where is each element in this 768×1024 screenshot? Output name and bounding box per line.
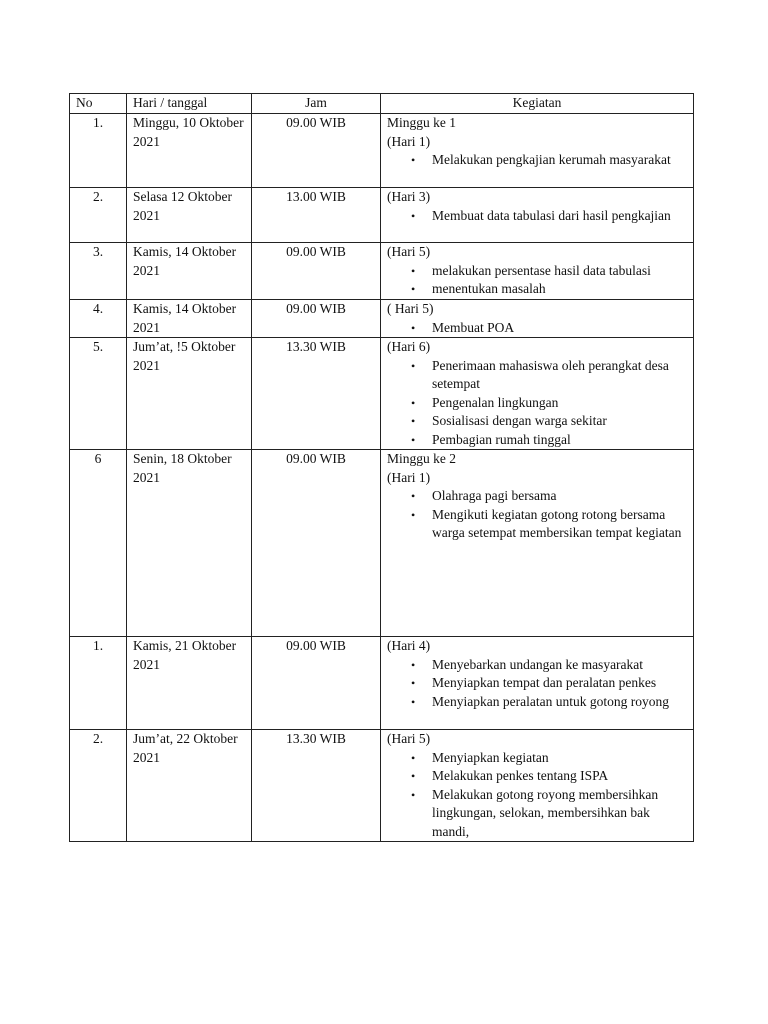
activity-list [387, 262, 687, 299]
activity-item-text: Melakukan pengkajian kerumah masyarakat [432, 152, 671, 167]
row-time: 09.00 WIB [252, 637, 381, 730]
table-row [70, 243, 694, 300]
header-no: No [70, 94, 127, 114]
activity-item [387, 319, 687, 338]
schedule-table [69, 93, 694, 842]
activity-list [387, 656, 687, 712]
row-day-date: Kamis, 14 Oktober 2021 [127, 243, 252, 300]
activity-heading: (Hari 5) [387, 731, 431, 746]
activity-item-text: Pembagian rumah tinggal [432, 431, 571, 447]
row-number: 6 [70, 450, 127, 637]
row-time: 13.30 WIB [252, 730, 381, 842]
row-day-date: Selasa 12 Oktober 2021 [127, 188, 252, 243]
activity-item [387, 280, 687, 299]
bullet-icon: • [411, 750, 416, 765]
activity-heading: (Hari 1) [387, 133, 431, 149]
activity-item [387, 431, 687, 450]
bullet-icon: • [411, 657, 416, 672]
activity-item [387, 693, 687, 712]
table-row [70, 730, 694, 842]
header-time: Jam [252, 94, 381, 114]
schedule-body [70, 114, 694, 842]
activity-item [387, 767, 687, 786]
bullet-icon: • [411, 489, 416, 503]
row-activity [381, 338, 694, 450]
bullet-icon: • [411, 507, 416, 522]
activity-item-text: Menyiapkan peralatan untuk gotong royong [432, 693, 669, 709]
bullet-icon: • [411, 320, 416, 335]
activity-item [387, 357, 687, 394]
row-day-date: Jum’at, !5 Oktober 2021 [127, 338, 252, 450]
row-number: 1. [70, 114, 127, 188]
activity-heading: (Hari 5) [387, 244, 431, 259]
activity-item-text: menentukan masalah [432, 281, 546, 296]
row-number: 4. [70, 300, 127, 338]
activity-item [387, 656, 687, 675]
activity-heading: (Hari 6) [387, 339, 431, 354]
activity-item [387, 749, 687, 768]
activity-item-text: Melakukan penkes tentang ISPA [432, 768, 609, 783]
bullet-icon: • [411, 263, 416, 278]
bullet-icon: • [411, 208, 416, 223]
activity-item-text: Penerimaan mahasiswa oleh perangkat desa setempat [432, 357, 669, 391]
activity-list [387, 487, 687, 543]
row-activity [381, 450, 694, 637]
table-row [70, 188, 694, 243]
row-time: 13.30 WIB [252, 338, 381, 450]
row-day-date: Senin, 18 Oktober 2021 [127, 450, 252, 637]
activity-list [387, 151, 687, 170]
activity-item-text: Menyiapkan tempat dan peralatan penkes [432, 675, 657, 690]
bullet-icon: • [411, 282, 416, 296]
header-day-date: Hari / tanggal [127, 94, 252, 114]
row-number: 1. [70, 637, 127, 730]
table-row [70, 114, 694, 188]
row-number: 2. [70, 188, 127, 243]
row-activity [381, 300, 694, 338]
activity-list [387, 357, 687, 450]
activity-item [387, 394, 687, 413]
activity-heading: (Hari 3) [387, 189, 431, 204]
activity-item-text: Mengikuti kegiatan gotong rotong bersama warga setempat membersikan tempat kegiatan [432, 506, 682, 540]
bullet-icon: • [411, 432, 416, 447]
row-number: 3. [70, 243, 127, 300]
table-row [70, 300, 694, 338]
row-time: 09.00 WIB [252, 243, 381, 300]
row-activity [381, 637, 694, 730]
activity-heading: Minggu ke 2 [387, 451, 456, 466]
bullet-icon: • [411, 153, 416, 167]
row-time: 09.00 WIB [252, 300, 381, 338]
row-day-date: Kamis, 14 Oktober 2021 [127, 300, 252, 338]
activity-item-text: Olahraga pagi bersama [432, 488, 557, 503]
row-activity [381, 730, 694, 842]
activity-list [387, 207, 687, 226]
activity-item [387, 151, 687, 170]
activity-item [387, 786, 687, 842]
table-row [70, 338, 694, 450]
bullet-icon: • [411, 787, 416, 802]
row-activity [381, 243, 694, 300]
activity-item-text: Melakukan gotong royong membersihkan lingkungan, selokan, membersihkan bak mandi, [432, 786, 659, 839]
activity-item-text: Sosialisasi dengan warga sekitar [432, 413, 607, 428]
table-row [70, 450, 694, 637]
row-day-date: Minggu, 10 Oktober 2021 [127, 114, 252, 188]
row-time: 09.00 WIB [252, 114, 381, 188]
activity-item [387, 506, 687, 543]
activity-heading: ( Hari 5) [387, 301, 434, 316]
activity-item-text: Menyiapkan kegiatan [432, 749, 549, 765]
row-day-date: Jum’at, 22 Oktober 2021 [127, 730, 252, 842]
bullet-icon: • [411, 676, 416, 690]
activity-list [387, 749, 687, 842]
activity-item [387, 207, 687, 226]
activity-item [387, 487, 687, 506]
activity-list [387, 319, 687, 338]
activity-item [387, 674, 687, 693]
activity-item-text: melakukan persentase hasil data tabulasi [432, 262, 651, 278]
header-activity: Kegiatan [381, 94, 694, 114]
row-activity [381, 114, 694, 188]
bullet-icon: • [411, 769, 416, 783]
row-activity [381, 188, 694, 243]
bullet-icon: • [411, 395, 416, 410]
row-time: 13.00 WIB [252, 188, 381, 243]
table-row [70, 637, 694, 730]
activity-heading: (Hari 4) [387, 638, 431, 653]
activity-item-text: Pengenalan lingkungan [432, 394, 559, 410]
bullet-icon: • [411, 414, 416, 428]
activity-item [387, 412, 687, 431]
row-number: 2. [70, 730, 127, 842]
activity-heading: Minggu ke 1 [387, 115, 456, 130]
row-number: 5. [70, 338, 127, 450]
activity-item-text: Membuat data tabulasi dari hasil pengkajian [432, 207, 671, 223]
row-day-date: Kamis, 21 Oktober 2021 [127, 637, 252, 730]
activity-item-text: Menyebarkan undangan ke masyarakat [432, 656, 644, 672]
activity-heading: (Hari 1) [387, 469, 431, 485]
row-time: 09.00 WIB [252, 450, 381, 637]
activity-item-text: Membuat POA [432, 319, 515, 335]
bullet-icon: • [411, 694, 416, 709]
table-header-row [70, 94, 694, 114]
bullet-icon: • [411, 358, 416, 373]
activity-item [387, 262, 687, 281]
